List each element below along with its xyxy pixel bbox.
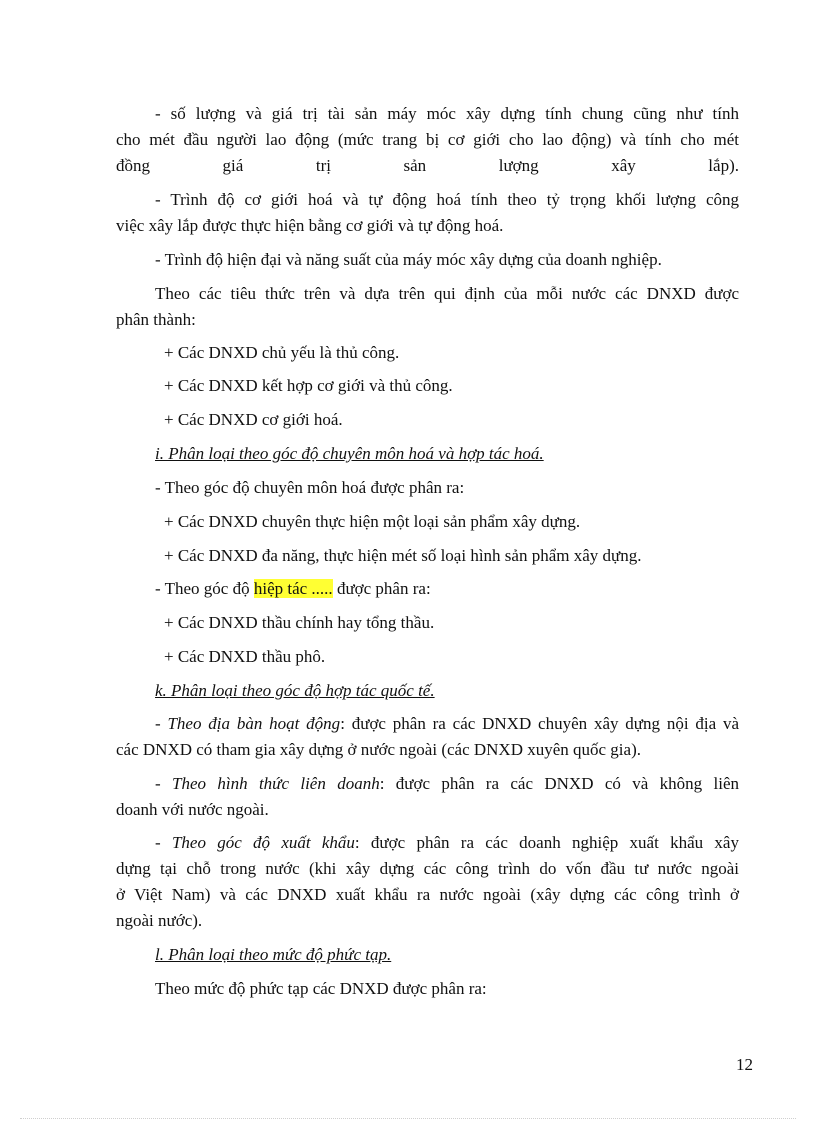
paragraph-line: - Trình độ hiện đại và năng suất của máy móc xây dựng của doanh nghiệp. xyxy=(155,250,662,269)
paragraph-line xyxy=(155,831,739,855)
paragraph-line: các DNXD có tham gia xây dựng ở nước ngoài (các DNXD xuyên quốc gia). xyxy=(116,740,641,759)
text-run: được phân ra: xyxy=(332,579,431,598)
paragraph-line: doanh với nước ngoài. xyxy=(116,800,269,819)
text-run: - Theo góc độ xyxy=(155,579,254,598)
italic-text: - Theo địa bàn hoạt động xyxy=(155,714,341,733)
paragraph-line: Theo mức độ phức tạp các DNXD được phân ra: xyxy=(155,979,487,998)
paragraph-line: ngoài nước). xyxy=(116,911,203,930)
paragraph-line: việc xây lắp được thực hiện bằng cơ giới và tự động hoá. xyxy=(116,216,504,235)
bullet-item: + Các DNXD đa năng, thực hiện mét số loại hình sản phẩm xây dựng. xyxy=(164,546,642,565)
footer-divider xyxy=(20,1118,796,1119)
paragraph-line xyxy=(155,712,739,736)
bullet-item: + Các DNXD thầu chính hay tổng thầu. xyxy=(164,613,435,632)
paragraph-line: Theo các tiêu thức trên và dựa trên qui định của mỗi nước các DNXD được xyxy=(155,284,739,303)
italic-text: - Theo góc độ xuất khẩu xyxy=(155,833,355,852)
paragraph-line: - số lượng và giá trị tài sản máy móc xây dựng tính chung cũng như tính xyxy=(155,104,739,123)
bullet-item: + Các DNXD chuyên thực hiện một loại sản phẩm xây dựng. xyxy=(164,512,581,531)
bullet-item: + Các DNXD cơ giới hoá. xyxy=(164,410,343,429)
section-heading-l: l. Phân loại theo mức độ phức tạp. xyxy=(155,945,392,964)
paragraph-line: - Theo góc độ chuyên môn hoá được phân ra: xyxy=(155,478,465,497)
paragraph-line: dựng tại chỗ trong nước (khi xây dựng các công trình do vốn đầu tư nước ngoài xyxy=(116,859,739,878)
page-number: 12 xyxy=(736,1055,753,1074)
paragraph-line xyxy=(155,577,739,601)
bullet-item: + Các DNXD thầu phô. xyxy=(164,647,326,666)
paragraph-line: ở Việt Nam) và các DNXD xuất khẩu ra nước ngoài (xây dựng các công trình ở xyxy=(116,885,739,904)
bullet-item: + Các DNXD chủ yếu là thủ công. xyxy=(164,343,400,362)
italic-text: - Theo hình thức liên doanh xyxy=(155,774,380,793)
paragraph-line: cho mét đầu người lao động (mức trang bị cơ giới cho lao động) và tính cho mét xyxy=(116,130,739,149)
text-run: : được phân ra các doanh nghiệp xuất khẩu xây xyxy=(354,833,739,852)
bullet-item: + Các DNXD kết hợp cơ giới và thủ công. xyxy=(164,376,453,395)
section-heading-k: k. Phân loại theo góc độ hợp tác quốc tế. xyxy=(155,681,435,700)
highlighted-text: hiệp tác ..... xyxy=(253,579,333,598)
text-run: : được phân ra các DNXD chuyên xây dựng nội địa và xyxy=(340,714,740,733)
paragraph-line: phân thành: xyxy=(116,310,196,329)
text-run: : được phân ra các DNXD có và không liên xyxy=(379,774,739,793)
paragraph-line xyxy=(155,772,739,796)
section-heading-i: i. Phân loại theo góc độ chuyên môn hoá và hợp tác hoá. xyxy=(155,444,544,463)
paragraph-line: đồng giá trị sản lượng xây lắp). xyxy=(116,156,739,175)
paragraph-line: - Trình độ cơ giới hoá và tự động hoá tính theo tỷ trọng khối lượng công xyxy=(155,190,739,209)
